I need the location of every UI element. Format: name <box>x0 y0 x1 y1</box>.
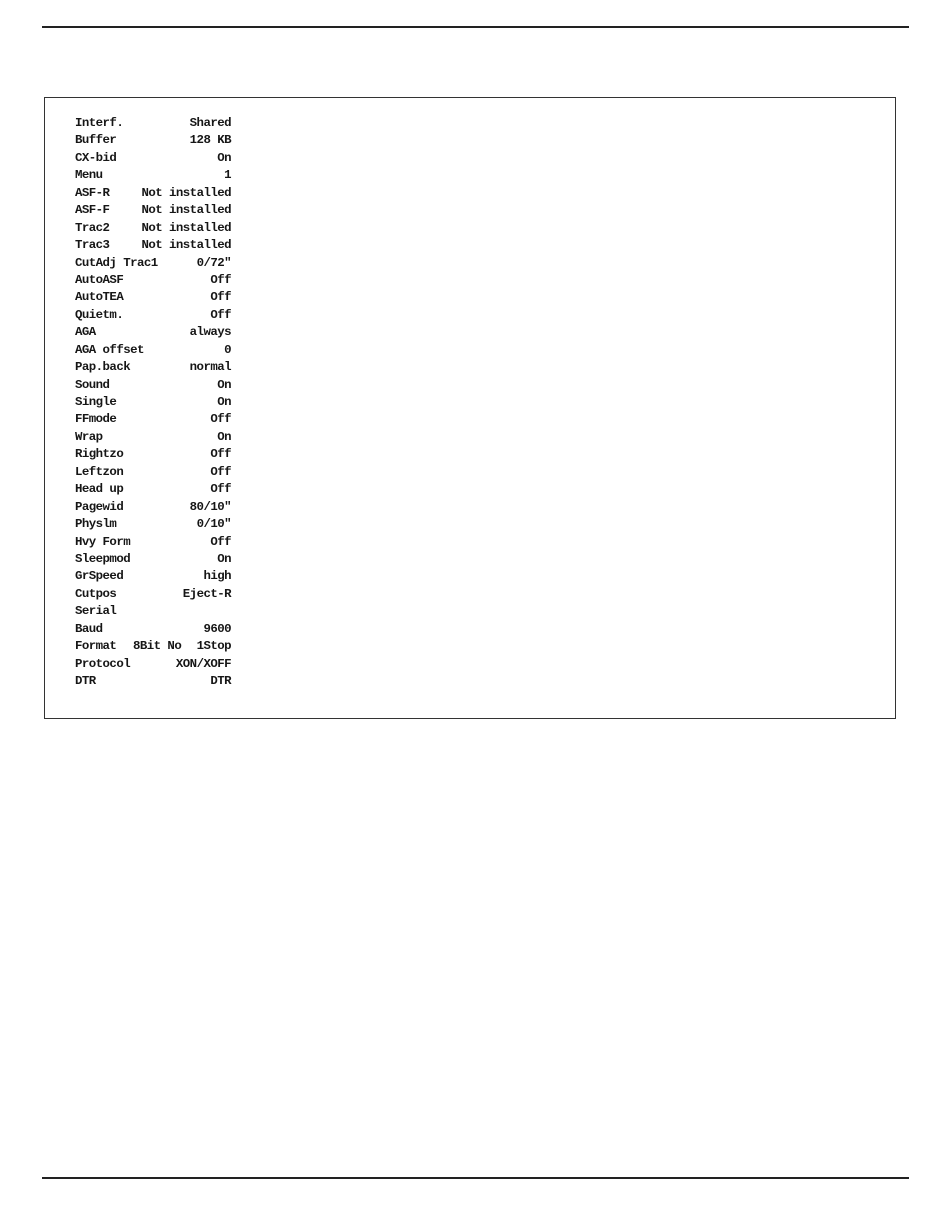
setting-label: Format <box>75 639 117 654</box>
setting-label: CutAdj Trac1 <box>75 255 158 270</box>
setting-value: Off <box>210 307 231 322</box>
setting-label: ASF-R <box>75 185 110 200</box>
setting-label: Pagewid <box>75 499 124 514</box>
setting-value: Not installed <box>141 220 231 235</box>
setting-label: GrSpeed <box>75 569 124 584</box>
setting-value: Off <box>210 534 231 549</box>
setting-value: On <box>217 395 231 409</box>
setting-value: XON/XOFF <box>175 656 231 671</box>
settings-row <box>75 359 231 376</box>
setting-value: On <box>217 429 231 444</box>
setting-value: DTR <box>210 674 231 688</box>
settings-row <box>75 621 231 638</box>
setting-value: 80/10" <box>189 499 231 514</box>
settings-row <box>75 150 231 167</box>
settings-row <box>75 516 231 533</box>
setting-label: Sound <box>75 377 110 392</box>
setting-value: high <box>203 569 231 584</box>
settings-row <box>75 132 231 149</box>
setting-value: Off <box>210 272 231 287</box>
setting-label: Cutpos <box>75 586 117 601</box>
setting-label: CX-bid <box>75 150 117 165</box>
setting-value: 0/72" <box>196 255 231 270</box>
settings-row <box>75 237 231 254</box>
setting-label: Head up <box>75 482 124 497</box>
settings-row <box>75 202 231 219</box>
setting-label: Interf. <box>75 116 124 130</box>
setting-label: Baud <box>75 621 103 636</box>
setting-label: Hvy Form <box>75 534 131 549</box>
setting-value: Not installed <box>141 185 231 200</box>
setting-middle-value: 8Bit No <box>133 639 182 654</box>
setting-value: On <box>217 551 231 566</box>
setting-label: ASF-F <box>75 203 110 218</box>
setting-value: 128 KB <box>189 133 231 148</box>
settings-row <box>75 656 231 673</box>
settings-row <box>75 411 231 428</box>
settings-row <box>75 307 231 324</box>
settings-row <box>75 603 231 620</box>
settings-row <box>75 429 231 446</box>
setting-label: Physlm <box>75 517 117 532</box>
setting-label: Rightzo <box>75 447 124 462</box>
setting-value: Off <box>210 290 231 305</box>
settings-row <box>75 394 231 411</box>
settings-row <box>75 534 231 551</box>
setting-label: Buffer <box>75 133 117 148</box>
setting-value: Off <box>210 412 231 427</box>
settings-row <box>75 551 231 568</box>
setting-value: Off <box>210 482 231 497</box>
setting-value: On <box>217 377 231 392</box>
settings-row <box>75 255 231 272</box>
settings-row <box>75 167 231 184</box>
setting-value: Off <box>210 447 231 462</box>
setting-value: Shared <box>189 116 231 130</box>
setting-label: FFmode <box>75 412 117 427</box>
settings-row <box>75 638 231 655</box>
setting-value: Not installed <box>141 203 231 218</box>
settings-row <box>75 324 231 341</box>
settings-row <box>75 586 231 603</box>
setting-value: always <box>189 325 231 340</box>
setting-value: 9600 <box>203 621 231 636</box>
setting-label: AutoTEA <box>75 290 124 305</box>
setting-value: normal <box>189 360 231 375</box>
setting-value: 1Stop <box>196 639 231 654</box>
setting-label: AGA offset <box>75 342 144 357</box>
settings-row <box>75 568 231 585</box>
header-rule <box>42 26 909 28</box>
setting-value: Off <box>210 464 231 479</box>
settings-row <box>75 185 231 202</box>
settings-row <box>75 446 231 463</box>
setting-label: Protocol <box>75 656 131 671</box>
settings-row <box>75 220 231 237</box>
setting-label: Serial <box>75 604 117 619</box>
setting-value: 0 <box>224 342 231 357</box>
setting-label: Leftzon <box>75 464 124 479</box>
settings-row <box>75 464 231 481</box>
settings-printout <box>75 115 231 690</box>
settings-row <box>75 289 231 306</box>
setting-value: Eject-R <box>182 586 231 601</box>
setting-label: Wrap <box>75 429 103 444</box>
settings-row <box>75 272 231 289</box>
settings-row <box>75 499 231 516</box>
setting-value: 1 <box>224 168 231 183</box>
settings-row <box>75 673 231 690</box>
settings-row <box>75 115 231 132</box>
setting-label: Menu <box>75 168 103 183</box>
settings-row <box>75 377 231 394</box>
setting-label: Trac3 <box>75 238 110 253</box>
printout-figure <box>44 97 896 719</box>
setting-value: On <box>217 150 231 165</box>
setting-label: AutoASF <box>75 272 124 287</box>
settings-row <box>75 481 231 498</box>
setting-label: Trac2 <box>75 220 110 235</box>
setting-label: Quietm. <box>75 307 124 322</box>
setting-label: Pap.back <box>75 360 131 375</box>
setting-label: AGA <box>75 325 96 340</box>
setting-label: Single <box>75 395 117 409</box>
settings-row <box>75 342 231 359</box>
setting-value: Not installed <box>141 238 231 253</box>
footer-rule <box>42 1177 909 1179</box>
setting-label: DTR <box>75 674 96 688</box>
setting-value: 0/10" <box>196 517 231 532</box>
setting-label: Sleepmod <box>75 551 131 566</box>
